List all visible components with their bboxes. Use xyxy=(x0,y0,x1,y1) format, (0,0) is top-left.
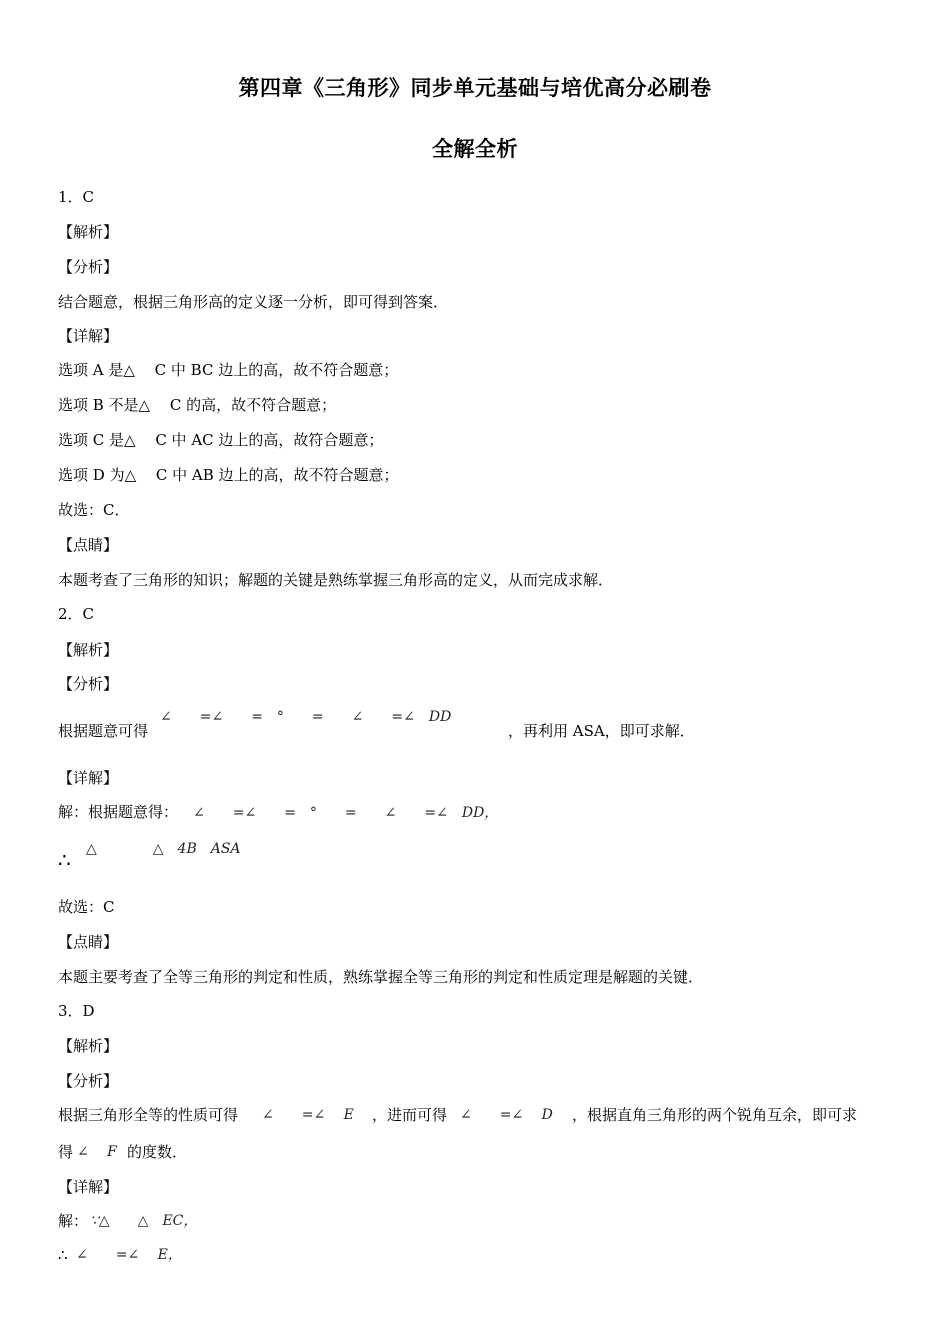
document-title: 第四章《三角形》同步单元基础与培优高分必刷卷 xyxy=(238,76,712,100)
q2-detail-equation: ∠ =∠ = ° = ∠ =∠ DD， xyxy=(193,805,499,821)
q2-xiangjie-heading: 【详解】 xyxy=(58,769,119,787)
q2-equation-fragment: ∠ =∠ = ° = ∠ =∠ DD xyxy=(160,709,452,725)
q3-analysis-part1: 根据三角形全等的性质可得 xyxy=(58,1106,239,1124)
q3-equation-1: ∠ =∠ E xyxy=(262,1107,354,1123)
q2-therefore-symbol: ∴ xyxy=(58,848,71,872)
q2-choice: 故选：C xyxy=(58,898,115,916)
q1-option-a: 选项 A 是△ C 中 BC 边上的高，故不符合题意； xyxy=(58,361,399,379)
q2-comment: 本题主要考查了全等三角形的判定和性质，熟练掌握全等三角形的判定和性质定理是解题的关键． xyxy=(58,968,704,986)
question-1-answer: 1．C xyxy=(58,188,95,206)
q2-jiexi-heading: 【解析】 xyxy=(58,641,119,659)
q2-detail-text: 解：根据题意得： xyxy=(58,803,179,821)
q3-equation-5: ∠ =∠ E， xyxy=(76,1247,182,1263)
q1-jiexi-heading: 【解析】 xyxy=(58,223,119,241)
q1-choice: 故选：C． xyxy=(58,501,130,519)
q1-option-c: 选项 C 是△ C 中 AC 边上的高，故符合题意； xyxy=(58,431,384,449)
q3-xiangjie-heading: 【详解】 xyxy=(58,1178,119,1196)
q1-option-b: 选项 B 不是△ C 的高，故不符合题意； xyxy=(58,396,337,414)
q2-analysis-suffix: ，再利用 ASA，即可求解． xyxy=(508,722,695,740)
q3-analysis-part5: 的度数． xyxy=(127,1143,188,1161)
q2-dianjing-heading: 【点睛】 xyxy=(58,933,119,951)
question-2-answer: 2．C xyxy=(58,605,95,623)
document-subtitle: 全解全析 xyxy=(432,137,518,161)
q3-analysis-part2: ，进而可得 xyxy=(372,1106,448,1124)
q1-option-d: 选项 D 为△ C 中 AB 边上的高，故不符合题意； xyxy=(58,466,399,484)
q3-detail-therefore: ∴ xyxy=(58,1246,68,1264)
question-3-answer: 3．D xyxy=(58,1002,95,1020)
q1-xiangjie-heading: 【详解】 xyxy=(58,327,119,345)
q3-equation-2: ∠ =∠ D xyxy=(460,1107,553,1123)
q2-congruence-fragment: △ △ 4B ASA xyxy=(86,841,241,857)
q1-fenxi-heading: 【分析】 xyxy=(58,258,119,276)
q3-fenxi-heading: 【分析】 xyxy=(58,1072,119,1090)
q2-fenxi-heading: 【分析】 xyxy=(58,675,119,693)
q3-analysis-part4: 得 xyxy=(58,1143,74,1161)
q3-equation-3: ∠ F xyxy=(77,1144,117,1160)
q1-comment: 本题考查了三角形的知识；解题的关键是熟练掌握三角形高的定义，从而完成求解． xyxy=(58,571,614,589)
q1-analysis-text: 结合题意，根据三角形高的定义逐一分析，即可得到答案． xyxy=(58,293,449,311)
q2-analysis-prefix: 根据题意可得 xyxy=(58,722,149,740)
q3-jiexi-heading: 【解析】 xyxy=(58,1037,119,1055)
q1-dianjing-heading: 【点睛】 xyxy=(58,536,119,554)
q3-analysis-part3: ，根据直角三角形的两个锐角互余，即可求 xyxy=(572,1106,858,1124)
q3-equation-4: ∵△ △ EC， xyxy=(90,1213,198,1229)
q3-detail-prefix: 解： xyxy=(58,1212,89,1230)
